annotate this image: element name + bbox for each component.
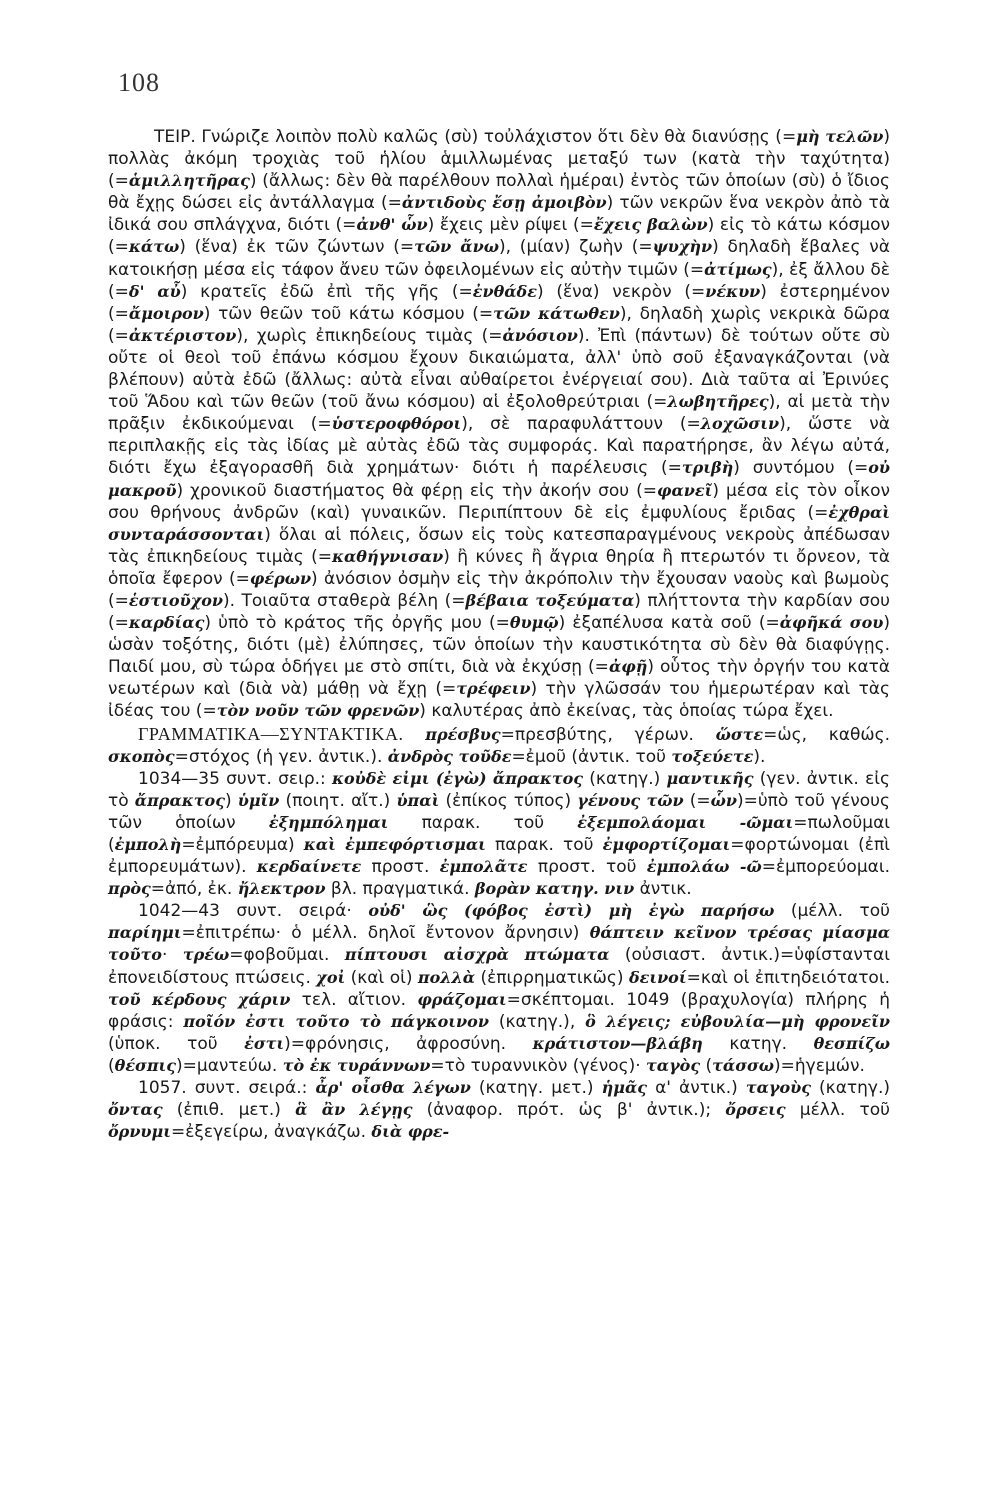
greek-term: ὑμῖν — [237, 790, 280, 810]
greek-term: λοχῶσιν — [700, 414, 780, 434]
paragraph-grammar-syntax — [108, 723, 890, 768]
greek-term: θυμῷ — [509, 613, 559, 633]
text-run: ) (ἄλλως: δὲν θὰ παρέλθουν πολλαὶ ἡμέραι) ἐντὸς τῶν ὁποίων (σὺ) ὁ ἴδιος θὰ ἔχῃς δώσει εἰς ἀντάλλαγμα (= — [108, 171, 890, 214]
text-run: ) τῶν νεκρῶν ἕνα νεκρὸν ἀπὸ τὰ ἰδικά σου σπλάγχνα, διότι (= — [108, 193, 890, 236]
text-run: ) ὑπὸ τὸ κράτος τῆς ὀργῆς μου (= — [204, 613, 510, 634]
text-run: =ἐμοῦ (ἀντικ. τοῦ — [511, 746, 672, 767]
greek-term: τῶν ἄνω — [414, 237, 499, 257]
greek-term: κάτω — [128, 237, 180, 257]
text-run: =ἐμπορεύομαι. — [761, 857, 890, 878]
greek-term: ἄπρακτος — [134, 790, 225, 810]
text-run: ). — [753, 746, 766, 767]
greek-term: καρδίας — [128, 613, 205, 633]
greek-term: ὃ λέγεις; εὐβουλία—μὴ φρονεῖν — [585, 1011, 890, 1031]
greek-term: ταγοὺς — [745, 1078, 811, 1098]
text-run: (καὶ οἱ) — [345, 967, 418, 988]
greek-term: ἀκτέριστον — [128, 325, 237, 345]
greek-term: ὄρνυμι — [108, 1122, 171, 1142]
text-run: ) (ἕνα) νεκρὸν (= — [536, 281, 706, 302]
text-run: ) ἔχεις μὲν ρίψει (= — [427, 215, 594, 236]
text-run: ( — [700, 1055, 713, 1076]
greek-term: ἐξημπόλημαι — [268, 812, 389, 832]
text-run: (κατηγ.) — [583, 768, 667, 789]
greek-term: ἀνόσιον — [502, 325, 578, 345]
greek-term: μὴ τελῶν — [796, 127, 884, 146]
text-run: ). Ἐπὶ (πάντων) δὲ τούτων οὔτε σὺ οὔτε οἱ θεοὶ τοῦ ἐπάνω κόσμου ἔχουν δικαιώματα, ἀλλ' ὑπὸ σοῦ ἐξαναγκάζονται (νὰ βλέπουν) αὐτὰ ἐδῶ (ἄλλως: αὐτὰ εἶναι αὐθαίρετοι ἐνέργειαί σου). Διὰ ταῦτα αἱ Ἐρινύες τοῦ Ἅδου καὶ τῶν θεῶν (τοῦ ἄνω κόσμου) αἱ ἐξολοθρεύτριαι (= — [108, 325, 890, 413]
greek-term: βορὰν κατηγ. νιν — [474, 879, 635, 899]
greek-term: ὑπαὶ — [396, 790, 440, 810]
greek-term: ἁμιλλητῆρας — [128, 171, 250, 191]
greek-term: λωβητῆρες — [667, 392, 769, 412]
greek-term: ἀφῆκά σου — [779, 613, 884, 633]
greek-term: ὄντας — [108, 1100, 163, 1120]
text-run — [404, 725, 426, 745]
text-run: ) ὡσὰν τοξότης, διότι (μὲ) ἐλύπησες, τῶν ὁποίων τὴν καυστικότητα σὺ δὲν θὰ διαφύγῃς. Παιδί μου, σὺ τώρα ὁδήγει με στὸ σπίτι, διὰ νὰ ἐκχύσῃ (= — [108, 613, 890, 678]
text-run: )=ἡγεμών. — [774, 1055, 865, 1076]
text-run: (ἐπιθ. μετ.) — [162, 1100, 296, 1121]
greek-term: πίπτουσι αἰσχρὰ πτώματα — [344, 945, 610, 965]
greek-term: ἆρ' οἶσθα λέγων — [315, 1078, 471, 1098]
text-run: (κατηγ.), — [488, 1011, 586, 1032]
greek-term: ἔχεις βαλὼν — [593, 215, 708, 235]
text-run: (κατηγ. μετ.) — [470, 1078, 602, 1099]
text-run: ( — [108, 1055, 115, 1076]
text-run: )=ὑπὸ τοῦ γένους τῶν ὁποίων — [108, 790, 890, 833]
text-run: ) μέσα εἰς τὸν οἶκον σου θρήνους ἀνδρῶν (καὶ) γυναικῶν. Περιπίπτουν δὲ εἰς ἐμφυλίους ἔριδας (= — [108, 480, 890, 523]
greek-term: οὐ μακροῦ — [108, 458, 890, 500]
greek-term: θέσπις — [114, 1055, 177, 1075]
text-run: μέλλ. τοῦ — [785, 1100, 890, 1121]
greek-term: ἡμᾶς — [601, 1078, 648, 1098]
greek-term: θεσπίζω — [813, 1033, 890, 1053]
greek-term: οὐδ' ὣς (φόβος ἐστὶ) μὴ ἐγὼ παρήσω — [368, 901, 775, 921]
greek-term: ἀτίμως — [704, 259, 772, 279]
page-number: 108 — [118, 68, 160, 97]
greek-term: ἐμπολὴ — [114, 835, 182, 854]
text-run: ) χρονικοῦ διαστήματος θὰ φέρῃ εἰς τὴν ἀκοήν σου (= — [176, 480, 657, 501]
text-run: τελ. αἴτιον. — [290, 989, 418, 1010]
text-run: 1042—43 συντ. σειρά· — [138, 901, 369, 922]
text-run: κατηγ. — [702, 1033, 814, 1054]
greek-term: τὸ ἐκ τυράννων — [282, 1055, 431, 1075]
text-run: ), χωρὶς ἐπικηδείους τιμὰς (= — [236, 325, 503, 346]
greek-term: ποῖόν ἐστι τοῦτο τὸ πάγκοινον — [183, 1011, 489, 1031]
greek-term: τοξεύετε — [671, 746, 754, 766]
paragraph-note-1042 — [108, 900, 890, 1077]
section-heading: ΓΡΑΜΜΑΤΙΚΑ—ΣΥΝΤΑΚΤΙΚΑ. — [138, 723, 404, 744]
text-run: =πωλοῦμαι ( — [108, 812, 891, 855]
text-run: ΤΕΙΡ. Γνώριζε λοιπὸν πολὺ καλῶς (σὺ) τοὐλάχιστον ὅτι δὲν θὰ διανύσῃς (= — [154, 127, 797, 147]
greek-term: τῶν κάτωθεν — [493, 303, 620, 323]
greek-term: ἐμφορτίζομαι — [602, 835, 731, 854]
text-run: ) τὴν γλῶσσάν του ἡμερωτέραν καὶ τὰς ἰδέας του (= — [108, 679, 890, 722]
text-run: =ἐμπόρευμα) — [181, 835, 304, 855]
text-run: ) συντόμου (= — [733, 458, 869, 479]
greek-term: ὑστεροφθόροι — [331, 414, 462, 434]
text-run: ἀντικ. — [634, 879, 692, 900]
greek-term: ἐμπολάω -ῶ — [646, 857, 762, 877]
text-run: ), (μίαν) ζωὴν (= — [498, 237, 653, 258]
text-run: 1034—35 συντ. σειρ.: — [138, 768, 332, 789]
greek-term: τρέφειν — [456, 679, 531, 699]
text-run: =φοβοῦμαι. — [229, 945, 345, 966]
text-run: ) εἰς τὸ κάτω κόσμον (= — [108, 215, 891, 258]
greek-term: φέρων — [249, 568, 312, 588]
greek-term: ἄμοιρον — [128, 303, 204, 323]
text-run: =στόχος (ἡ γεν. ἀντικ.). — [174, 746, 388, 767]
text-run: ), ἐξ ἄλλου δὲ (= — [108, 259, 890, 302]
text-run: ) τῶν θεῶν τοῦ κάτω κόσμου (= — [203, 303, 494, 324]
text-run: ) καλυτέρας ἀπὸ ἐκείνας, τὰς ὁποίας τώρα ἔχει. — [419, 701, 834, 722]
greek-term: ἐμπολᾶτε — [439, 857, 528, 877]
greek-term: τρέω — [182, 945, 230, 965]
greek-term: ὄρσεις — [725, 1100, 786, 1120]
greek-term: πρὸς — [108, 879, 151, 899]
text-run: ) δηλαδὴ ἔβαλες νὰ κατοικήσῃ μέσα εἰς τάφον ἄνευ τῶν ὀφειλομένων εἰς αὐτὴν τιμῶν (= — [108, 237, 891, 280]
text-run: ), σὲ παραφυλάττουν (= — [461, 414, 701, 435]
text-run: 1057. συντ. σειρά.: — [138, 1078, 316, 1099]
greek-term: φράζομαι — [417, 989, 507, 1009]
text-run: (ἐπίκος τύπος) — [439, 790, 578, 811]
greek-term: γένους τῶν — [577, 790, 684, 810]
text-run: (ἐπιρρηματικῶς) — [475, 967, 629, 988]
text-run: (ἀναφορ. πρότ. ὡς β' ἀντικ.); — [412, 1100, 726, 1121]
greek-term: τὸν νοῦν τῶν φρενῶν — [216, 701, 420, 721]
greek-term: ἐστι — [244, 1033, 285, 1053]
greek-term: τάσσω — [712, 1055, 775, 1075]
paragraph-note-1034 — [108, 768, 890, 901]
text-run: ) ἐστερημένον (= — [108, 281, 891, 324]
greek-term: κοὐδὲ εἰμι (ἐγὼ) ἄπρακτος — [331, 768, 584, 788]
greek-term: μαντικῆς — [666, 768, 754, 788]
page-body-text — [108, 126, 890, 1143]
greek-term: δεινοί — [628, 967, 687, 987]
greek-term: καθήγνισαν — [331, 546, 444, 566]
greek-term: ἀνθ' ὧν — [356, 215, 428, 235]
paragraph-teiresias-speech — [108, 126, 890, 723]
greek-term: παρίημι — [108, 923, 182, 943]
greek-term: κράτιστον—βλάβη — [532, 1033, 703, 1053]
text-run: ). Τοιαῦτα σταθερὰ βέλη (= — [223, 590, 466, 611]
greek-term: κερδαίνετε — [256, 857, 362, 877]
greek-term: ἀφῇ — [608, 657, 648, 677]
text-run: =ἀπό, ἐκ. — [150, 879, 238, 900]
text-run: (οὐσιαστ. ἀντικ.)=ὑφίστανται ἐπονειδίστους πτώσεις. — [108, 945, 891, 988]
text-run: ) ὅλαι αἱ πόλεις, ὅσων εἰς τοὺς κατεσπαραγμένους νεκροὺς ἀπέδωσαν τὰς ἐπικηδείους τιμὰς (= — [108, 524, 890, 567]
text-run: (γεν. ἀντικ. εἰς τὸ — [108, 768, 890, 811]
paragraph-note-1057 — [108, 1077, 890, 1143]
greek-term: πρέσβυς — [425, 724, 501, 744]
text-run: )=φρόνησις, ἀφροσύνη. — [284, 1033, 533, 1054]
greek-term: τριβὴ — [681, 458, 734, 478]
text-run: )=μαντεύω. — [176, 1055, 283, 1076]
greek-term: ἐξεμπολάομαι -ῶμαι — [577, 812, 794, 832]
text-run: =ἐξεγείρω, ἀναγκάζω. — [170, 1122, 372, 1143]
text-run: ) πολλὰς ἀκόμη τροχιὰς τοῦ ἡλίου ἁμιλλωμένας μεταξύ των (κατὰ τὴν ταχύτητα) (= — [108, 127, 890, 192]
text-run: παρακ. τοῦ — [388, 812, 578, 833]
text-run: α' ἀντικ.) — [647, 1078, 746, 1099]
greek-term: δ' αὖ — [128, 281, 181, 301]
text-run: παρακ. τοῦ — [485, 835, 603, 855]
greek-term: καὶ ἐμπεφόρτισμαι — [303, 835, 486, 854]
greek-term: χοἰ — [316, 967, 346, 987]
text-run: ) πλήττοντα τὴν καρδίαν σου (= — [108, 590, 890, 634]
text-run: βλ. πραγματικά. — [325, 879, 475, 900]
text-run: ), δηλαδὴ χωρὶς νεκρικὰ δῶρα (= — [108, 303, 890, 346]
greek-term: ἤλεκτρον — [237, 879, 326, 899]
greek-term: ψυχὴν — [652, 237, 713, 257]
greek-term: ἀνδρὸς τοῦδε — [387, 746, 512, 766]
greek-term: πολλὰ — [417, 967, 476, 987]
text-run: ) ἐξαπέλυσα κατὰ σοῦ (= — [558, 613, 780, 634]
greek-term: ὧν — [710, 790, 737, 810]
text-run: =φορτώνομαι (ἐπὶ ἐμπορευμάτων). — [108, 835, 890, 878]
greek-term: ταγὸς — [646, 1055, 701, 1075]
text-run: προστ. — [361, 857, 440, 878]
text-run: ) οὗτος τὴν ὀργήν του κατὰ νεωτέρων καὶ (διὰ νὰ) μάθῃ νὰ ἔχῃ (= — [108, 657, 891, 700]
text-run: ) (ἕνα) ἐκ τῶν ζώντων (= — [179, 237, 415, 258]
text-run: ), ὥστε νὰ περιπλακῇς εἰς τὰς ἰδίας μὲ αὐτὰς ἐδῶ τὰς συμφοράς. Καὶ παρατήρησε, ἂν λέγω αὐτά, διότι ἔχω ἐξαγορασθῆ διὰ χρημάτων· διότι ἡ παρέλευσις (= — [108, 414, 891, 479]
greek-term: θάπτειν κεῖνον τρέσας μίασμα τοῦτο — [108, 923, 891, 965]
greek-term: ἃ ἂν λέγῃς — [295, 1100, 413, 1120]
text-run: ) κρατεῖς ἐδῶ ἐπὶ τῆς γῆς (= — [180, 281, 473, 302]
text-run: =πρεσβύτης, γέρων. — [500, 724, 716, 745]
text-run: (ὑποκ. τοῦ — [108, 1033, 245, 1054]
greek-term: ἐχθραὶ συνταράσσονται — [108, 502, 890, 544]
text-run: =καὶ οἱ ἐπιτηδειότατοι. — [686, 967, 890, 988]
text-run: ) ἢ κύνες ἢ ἄγρια θηρία ἢ πτερωτόν τι ὄρνεον, τὰ ὁποῖα ἔφερον (= — [108, 546, 890, 589]
greek-term: ἑστιοῦχον — [128, 590, 223, 610]
text-run: (κατηγ.) — [810, 1078, 891, 1099]
greek-term: σκοπὸς — [108, 746, 175, 766]
greek-term: διὰ φρε- — [371, 1122, 450, 1142]
greek-term: νέκυν — [705, 281, 761, 301]
greek-term: ὥστε — [715, 724, 764, 744]
text-run: =τὸ τυραννικὸν (γένος)· — [430, 1055, 647, 1076]
greek-term: βέβαια τοξεύματα — [465, 590, 635, 610]
text-run: (= — [683, 790, 711, 811]
greek-term: φανεῖ — [656, 480, 713, 500]
text-run: · — [161, 945, 183, 966]
greek-term: ἀντιδοὺς ἔσῃ ἀμοιβὸν — [401, 193, 607, 213]
text-run: =σκέπτομαι. 1049 (βραχυλογία) πλήρης ἡ φράσις: — [108, 989, 890, 1032]
text-run: =ὡς, καθώς. — [763, 724, 890, 745]
text-run: ), αἱ μετὰ τὴν πρᾶξιν ἐκδικούμεναι (= — [108, 392, 890, 435]
greek-term: ἐνθάδε — [472, 281, 537, 301]
greek-term: τοῦ κέρδους χάριν — [108, 989, 291, 1009]
text-run: ) — [224, 790, 238, 811]
text-run: προστ. τοῦ — [527, 857, 647, 878]
text-run: (ποιητ. αἴτ.) — [279, 790, 397, 811]
text-run: (μέλλ. τοῦ — [774, 901, 891, 922]
text-run: =ἐπιτρέπω· ὁ μέλλ. δηλοῖ ἔντονον ἄρνησιν) — [181, 923, 590, 944]
text-run: ) ἀνόσιον ὀσμὴν εἰς τὴν ἀκρόπολιν τὴν ἔχουσαν ναοὺς καὶ βωμοὺς (= — [108, 568, 890, 611]
